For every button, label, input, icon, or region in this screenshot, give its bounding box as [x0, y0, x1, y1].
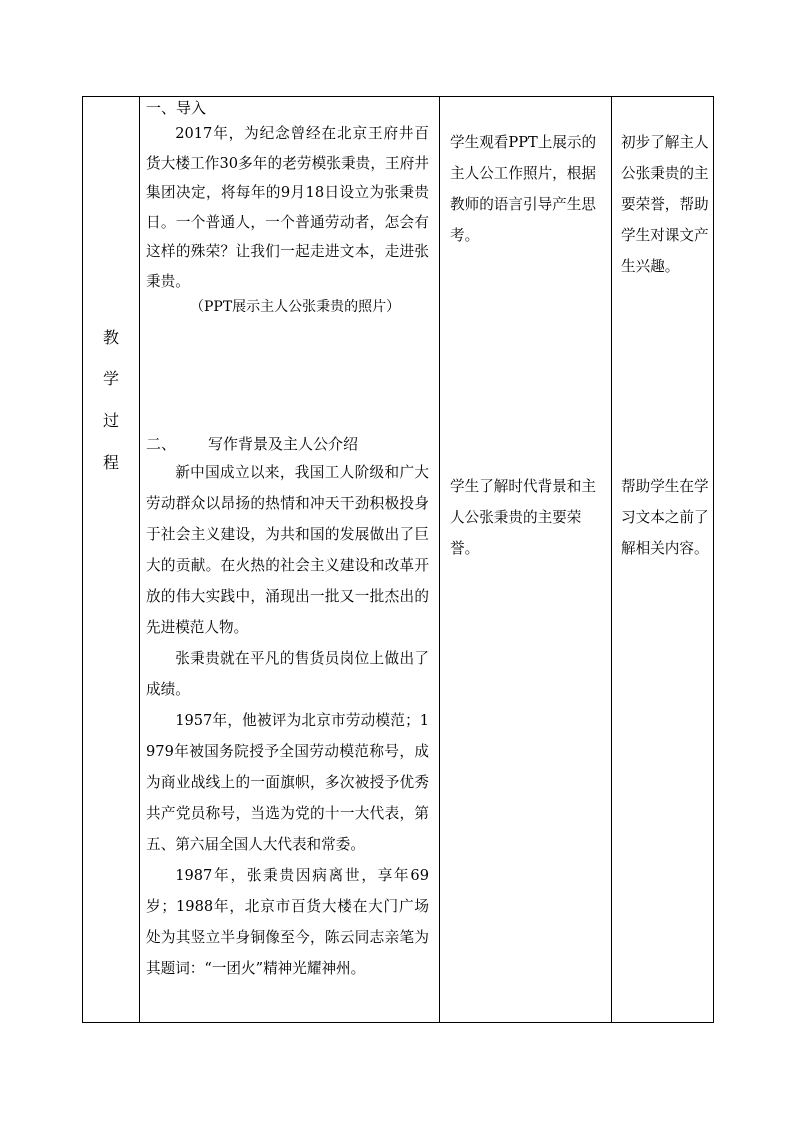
section2-content-cell	[140, 433, 433, 1023]
section2-design-intent-cell	[612, 471, 715, 611]
row-label-char: 学	[102, 369, 119, 388]
section2-paragraph: 1987年，张秉贵因病离世，享年69岁；1988年，北京市百货大楼在大门广场处为其竖立半身铜像至今，陈云同志亲笔为其题词：“一团火”精神光耀神州。	[146, 867, 429, 977]
section2-heading	[146, 433, 429, 455]
section2-paragraph: 张秉贵就在平凡的售货员岗位上做出了成绩。	[146, 650, 429, 698]
section1-design-intent-cell	[612, 127, 715, 327]
section2-paragraph: 新中国成立以来，我国工人阶级和广大劳动群众以昂扬的热情和冲天干劲积极投身于社会主义建设，为共和国的发展做出了巨大的贡献。在火热的社会主义建设和改革开放的伟大实践中，涌现出一批又一批杰出的先进模范人物。	[146, 464, 429, 636]
section1-student-activity: 学生观看PPT上展示的主人公工作照片，根据教师的语言引导产生思考。	[450, 134, 597, 244]
section1-paragraph: 2017年，为纪念曾经在北京王府井百货大楼工作30多年的老劳模张秉贵，王府井集团决定，将每年的9月18日设立为张秉贵日。一个普通人，一个普通劳动者，怎会有这样的殊荣？让我们一起走进文本，走进张秉贵。	[146, 125, 429, 290]
section2-design-intent: 帮助学生在学习文本之前了解相关内容。	[621, 478, 709, 557]
section1-student-activity-cell	[440, 127, 605, 307]
section2-heading-number: 二、	[146, 435, 177, 453]
section1-heading: 一、导入	[146, 99, 207, 117]
section1-note: （PPT展示主人公张秉贵的照片）	[190, 299, 401, 315]
section2-student-activity: 学生了解时代背景和主人公张秉贵的主要荣誉。	[450, 478, 596, 557]
section1-design-intent: 初步了解主人公张秉贵的主要荣誉，帮助学生对课文产生兴趣。	[621, 134, 709, 275]
row-label-char: 程	[102, 453, 119, 472]
section2-paragraph: 1957年，他被评为北京市劳动模范；1979年被国务院授予全国劳动模范称号，成为商业战线上的一面旗帜，多次被授予优秀共产党员称号，当选为党的十一大代表，第五、第六届全国人大代表和常委。	[146, 712, 429, 853]
section1-content-cell	[140, 97, 433, 422]
lesson-plan-table	[82, 96, 714, 1023]
section2-student-activity-cell	[440, 471, 605, 591]
section2-heading-text: 写作背景及主人公介绍	[208, 435, 359, 453]
row-label-char: 过	[102, 411, 119, 430]
row-label-char: 教	[102, 328, 119, 347]
row-label-cell	[83, 97, 139, 1022]
